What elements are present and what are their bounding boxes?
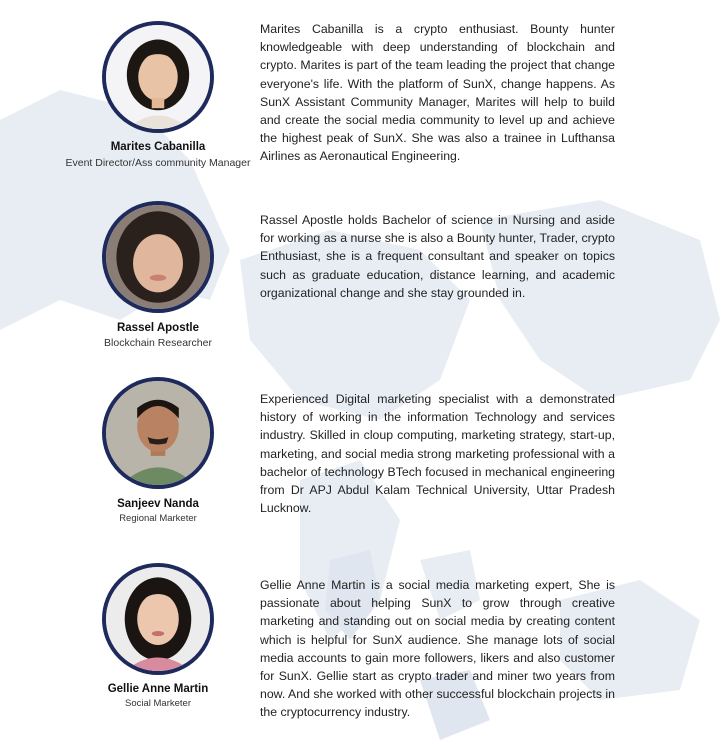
avatar-sanjeev: [102, 377, 214, 489]
portrait-icon: [106, 567, 210, 671]
member-bio: Gellie Anne Martin is a social media marketing expert, She is passionate about helping SunX to grow through creative marketing and standing out on social media by creating content which is helpful for SunX audience. She manage lots of social media accounts to gain more followers, likers and also customer for SunX. Gellie start as crypto trader and miner two years from now. And she worked with other successful blockchain projects in the cryptocurrency industry.: [260, 578, 615, 720]
member-bio: Rassel Apostle holds Bachelor of science in Nursing and aside for working as a nurse she is also a Bounty hunter, Trader, crypto Enthusiast, she is a frequent consultant and speaker on topics such as graduate education, distance learning, and academic organizational change and she stay grounded in.: [260, 213, 615, 300]
avatar-marites: [102, 21, 214, 133]
portrait-icon: [106, 25, 210, 129]
member-role: Event Director/Ass community Manager: [65, 157, 251, 169]
member-name: Marites Cabanilla: [110, 141, 206, 153]
member-bio: Experienced Digital marketing specialist with a demonstrated history of working in the information Technology and services industry. Skilled in cloup computing, marketing strategy, start-up, marketing, and social media strong marketing professional with a bachelor of technology BTech focused in mechanical engineering from Dr APJ Abdul Kalam Technical University, Uttar Pradesh Lucknow.: [260, 392, 615, 516]
avatar-rassel: [102, 201, 214, 313]
member-bio: Marites Cabanilla is a crypto enthusiast. Bounty hunter knowledgeable with deep understanding of blockchain and crypto. Marites is part of the team leading the project that change everyone's life. With the platform of SunX, change happens. As SunX Assistant Community Manager, Marites will help to build and create the social media community to level up and achieve the highest peak of SunX. She was also a trainee in Lufthansa Airlines as Aeronautical Engineering.: [260, 22, 615, 164]
member-name: Rassel Apostle: [116, 322, 200, 334]
member-name: Gellie Anne Martin: [107, 683, 209, 695]
portrait-icon: [106, 381, 210, 485]
member-role: Blockchain Researcher: [104, 337, 212, 349]
avatar-gellie: [102, 563, 214, 675]
member-role: Social Marketer: [125, 698, 191, 709]
member-role: Regional Marketer: [119, 513, 197, 524]
portrait-icon: [106, 205, 210, 309]
member-name: Sanjeev Nanda: [117, 498, 199, 510]
